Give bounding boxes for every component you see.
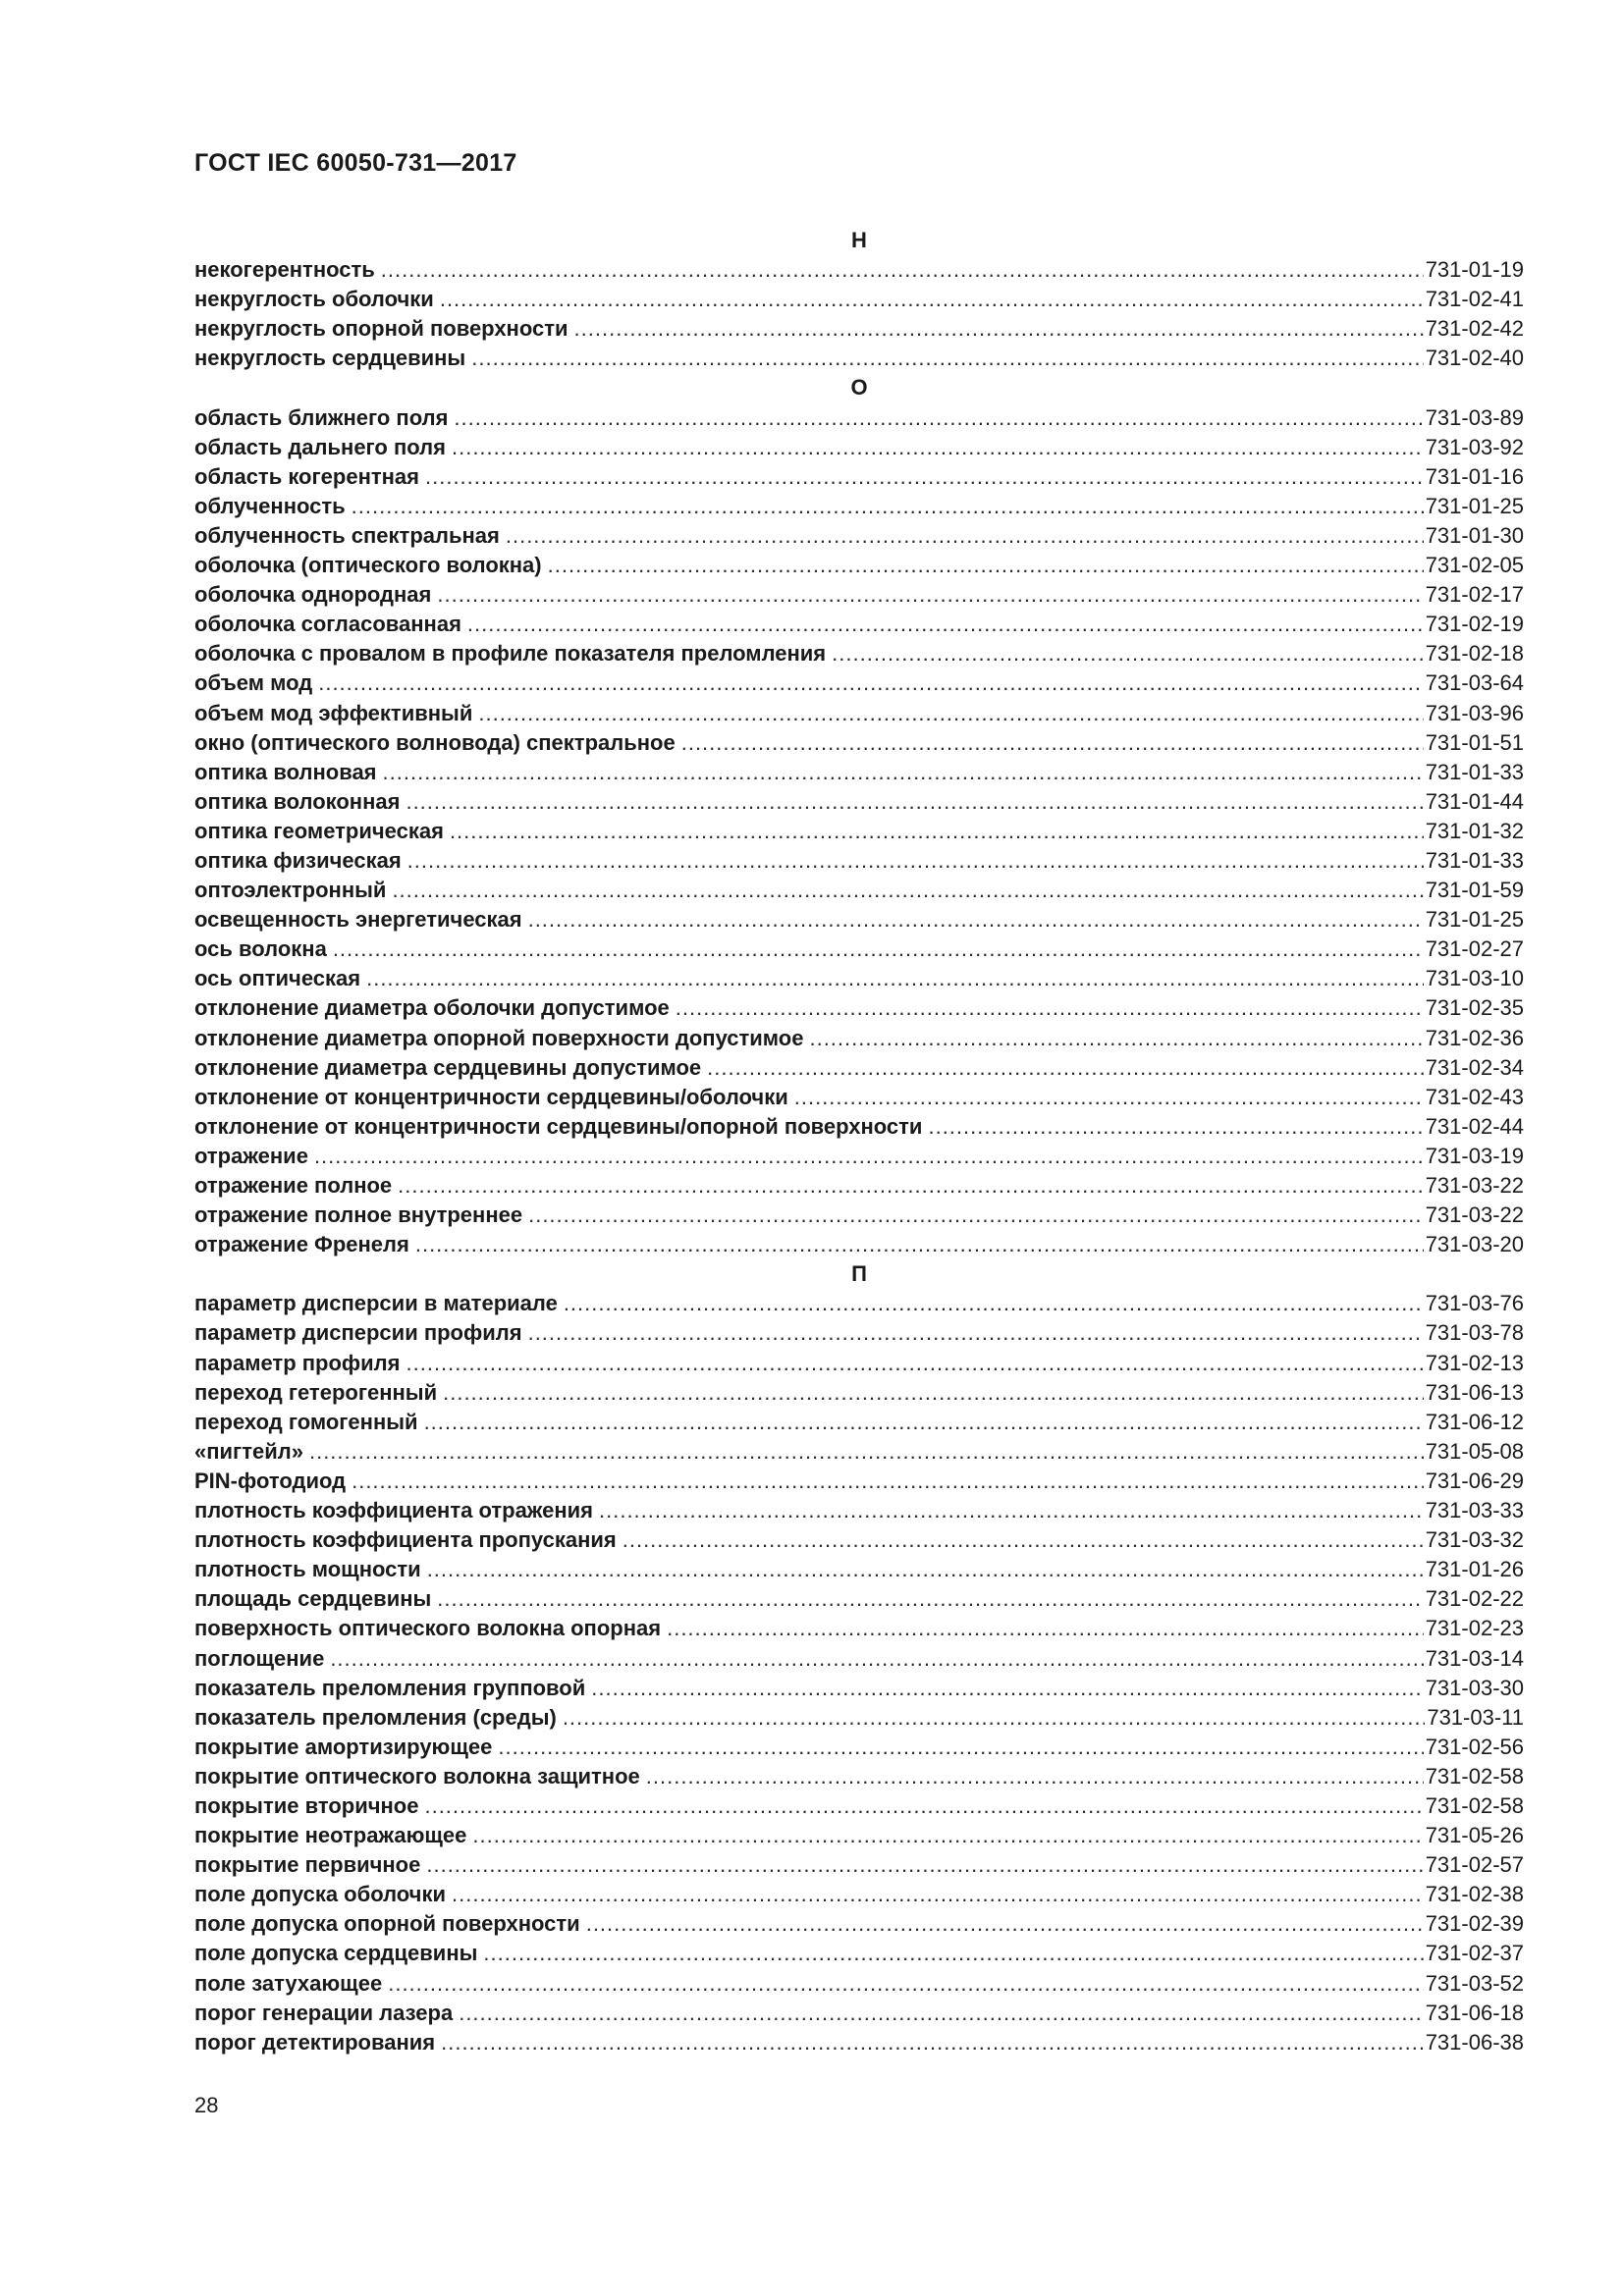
entry-term: покрытие неотражающее — [194, 1823, 467, 1848]
entry-code: 731-05-26 — [1425, 1823, 1524, 1848]
entry-term: облученность спектральная — [194, 522, 500, 548]
document-header: ГОСТ IEC 60050-731—2017 — [194, 149, 517, 177]
index-entry — [194, 1171, 1524, 1201]
index-entry — [194, 1289, 1524, 1318]
entry-code: 731-03-89 — [1425, 404, 1524, 430]
entry-code: 731-01-25 — [1425, 493, 1524, 518]
index-entry — [194, 255, 1524, 285]
entry-code: 731-03-64 — [1425, 670, 1524, 696]
entry-term: объем мод эффективный — [194, 700, 473, 725]
dot-leader — [437, 580, 1423, 610]
dot-leader — [425, 462, 1424, 492]
dot-leader — [352, 492, 1424, 521]
dot-leader — [450, 817, 1424, 846]
entry-code: 731-03-96 — [1425, 700, 1524, 725]
dot-leader — [528, 1318, 1424, 1348]
dot-leader — [440, 285, 1424, 314]
dot-leader — [352, 1467, 1424, 1496]
dot-leader — [794, 1083, 1424, 1112]
index-entry — [194, 993, 1524, 1023]
dot-leader — [563, 1703, 1426, 1733]
entry-term: оптика волновая — [194, 759, 377, 784]
entry-term: оптика физическая — [194, 847, 402, 873]
index-entry — [194, 492, 1524, 521]
entry-term: параметр дисперсии в материале — [194, 1291, 558, 1316]
entry-term: оболочка (оптического волокна) — [194, 553, 542, 578]
entry-term: показатель преломления групповой — [194, 1675, 586, 1700]
entry-code: 731-02-34 — [1425, 1054, 1524, 1080]
entry-term: покрытие первичное — [194, 1852, 421, 1878]
dot-leader — [528, 1201, 1424, 1230]
index-entry — [194, 314, 1524, 344]
entry-term: объем мод — [194, 670, 313, 696]
entry-term: ось волокна — [194, 936, 327, 962]
index-entry — [194, 1939, 1524, 1968]
entry-code: 731-01-30 — [1425, 522, 1524, 548]
dot-leader — [452, 433, 1424, 462]
entry-term: оптика геометрическая — [194, 818, 444, 843]
dot-leader — [366, 964, 1424, 993]
dot-leader — [406, 787, 1423, 817]
entry-code: 731-03-14 — [1425, 1645, 1524, 1671]
entry-code: 731-02-35 — [1425, 995, 1524, 1021]
entry-code: 731-03-92 — [1425, 434, 1524, 459]
index-entry — [194, 580, 1524, 610]
entry-term: оболочка с провалом в профиле показателя преломления — [194, 641, 827, 667]
index-entry — [194, 1674, 1524, 1703]
entry-term: некруглость опорной поверхности — [194, 316, 568, 342]
entry-code: 731-02-05 — [1425, 553, 1524, 578]
dot-leader — [406, 1349, 1424, 1378]
entry-term: переход гетерогенный — [194, 1379, 438, 1405]
entry-term: покрытие оптического волокна защитное — [194, 1763, 640, 1789]
entry-term: показатель преломления (среды) — [194, 1704, 557, 1730]
index-entry — [194, 1733, 1524, 1762]
entry-code: 731-01-33 — [1425, 847, 1524, 873]
index-entry — [194, 1644, 1524, 1674]
index-entry — [194, 1762, 1524, 1791]
entry-code: 731-03-20 — [1425, 1232, 1524, 1257]
entry-term: освещенность энергетическая — [194, 907, 522, 933]
entry-code: 731-03-52 — [1425, 1970, 1524, 1996]
dot-leader — [388, 1969, 1423, 1999]
index-entry — [194, 1614, 1524, 1643]
entry-term: поверхность оптического волокна опорная — [194, 1616, 662, 1641]
entry-term: некруглость сердцевины — [194, 346, 466, 371]
index-entry — [194, 1969, 1524, 1999]
index-entry — [194, 1318, 1524, 1348]
entry-term: поле затухающее — [194, 1970, 383, 1996]
dot-leader — [398, 1171, 1424, 1201]
entry-term: плотность мощности — [194, 1557, 421, 1582]
entry-code: 731-06-18 — [1425, 2000, 1524, 2025]
entry-code: 731-06-29 — [1425, 1468, 1524, 1493]
index-entry — [194, 1821, 1524, 1850]
entry-term: площадь сердцевины — [194, 1586, 432, 1612]
entry-term: область ближнего поля — [194, 404, 449, 430]
dot-leader — [591, 1674, 1423, 1703]
entry-code: 731-06-13 — [1425, 1379, 1524, 1405]
entry-code: 731-06-38 — [1425, 2029, 1524, 2055]
entry-term: поглощение — [194, 1645, 325, 1671]
entry-term: плотность коэффициента отражения — [194, 1498, 593, 1523]
index-entry — [194, 1378, 1524, 1408]
entry-code: 731-03-11 — [1427, 1704, 1524, 1730]
dot-leader — [564, 1289, 1424, 1318]
dot-leader — [498, 1733, 1423, 1762]
entry-term: порог генерации лазера — [194, 2000, 454, 2025]
section-letter: Н — [851, 228, 867, 252]
dot-leader — [443, 1378, 1424, 1408]
index-entry — [194, 1142, 1524, 1171]
entry-term: покрытие амортизирующее — [194, 1734, 493, 1759]
entry-code: 731-02-23 — [1425, 1616, 1524, 1641]
entry-code: 731-01-16 — [1425, 463, 1524, 489]
entry-code: 731-02-37 — [1425, 1941, 1524, 1966]
entry-term: отклонение диаметра оболочки допустимое — [194, 995, 670, 1021]
entry-code: 731-02-57 — [1425, 1852, 1524, 1878]
dot-leader — [478, 699, 1423, 728]
dot-leader — [424, 1791, 1423, 1821]
entry-term: параметр дисперсии профиля — [194, 1320, 522, 1346]
index-entry — [194, 1349, 1524, 1378]
entry-term: отклонение диаметра опорной поверхности допустимое — [194, 1025, 804, 1050]
entry-code: 731-01-51 — [1425, 729, 1524, 755]
entry-term: поле допуска опорной поверхности — [194, 1911, 580, 1937]
entry-term: отражение — [194, 1143, 308, 1168]
dot-leader — [681, 728, 1424, 758]
dot-leader — [928, 1112, 1423, 1142]
dot-leader — [472, 1821, 1423, 1850]
dot-leader — [330, 1644, 1423, 1674]
index-entry — [194, 668, 1524, 698]
index-entry — [194, 403, 1524, 433]
entry-code: 731-02-18 — [1425, 641, 1524, 667]
index-entry — [194, 1555, 1524, 1584]
dot-leader — [467, 610, 1424, 639]
entry-term: оптика волоконная — [194, 788, 401, 814]
index-entry — [194, 1703, 1524, 1733]
entry-term: покрытие вторичное — [194, 1792, 419, 1818]
dot-leader — [452, 1880, 1424, 1909]
entry-code: 731-02-36 — [1425, 1025, 1524, 1050]
entry-term: переход гомогенный — [194, 1409, 418, 1434]
dot-leader — [415, 1230, 1424, 1259]
index-entry — [194, 1230, 1524, 1259]
dot-leader — [454, 403, 1423, 433]
dot-leader — [424, 1408, 1424, 1437]
entry-code: 731-02-13 — [1425, 1350, 1524, 1375]
index-entry — [194, 699, 1524, 728]
entry-code: 731-03-22 — [1425, 1173, 1524, 1198]
dot-leader — [318, 668, 1423, 698]
entry-term: оптоэлектронный — [194, 878, 387, 903]
dot-leader — [309, 1437, 1424, 1467]
dot-leader — [667, 1614, 1424, 1643]
dot-leader — [471, 344, 1423, 373]
entry-code: 731-02-19 — [1425, 612, 1524, 637]
index-entry — [194, 1584, 1524, 1614]
entry-code: 731-03-19 — [1425, 1143, 1524, 1168]
entry-code: 731-02-38 — [1425, 1882, 1524, 1907]
index-entry — [194, 610, 1524, 639]
dot-leader — [381, 255, 1424, 285]
entry-term: оболочка однородная — [194, 582, 432, 608]
entry-code: 731-02-43 — [1425, 1084, 1524, 1109]
dot-leader — [333, 934, 1424, 964]
dot-leader — [427, 1555, 1424, 1584]
entry-code: 731-02-40 — [1425, 346, 1524, 371]
dot-leader — [392, 876, 1423, 905]
entry-term: отражение полное — [194, 1173, 393, 1198]
dot-leader — [437, 1584, 1423, 1614]
index-entry — [194, 964, 1524, 993]
entry-code: 731-06-12 — [1425, 1409, 1524, 1434]
entry-code: 731-01-19 — [1425, 257, 1524, 283]
dot-leader — [832, 639, 1424, 668]
entry-code: 731-01-26 — [1425, 1557, 1524, 1582]
index-entry — [194, 876, 1524, 905]
term-index — [194, 226, 1524, 2057]
entry-code: 731-01-59 — [1425, 878, 1524, 903]
index-entry — [194, 1467, 1524, 1496]
index-entry — [194, 551, 1524, 580]
dot-leader — [574, 314, 1424, 344]
entry-code: 731-03-10 — [1425, 966, 1524, 991]
section-letter: П — [851, 1261, 867, 1287]
index-entry — [194, 344, 1524, 373]
index-entry — [194, 846, 1524, 876]
dot-leader — [676, 993, 1424, 1023]
entry-term: некруглость оболочки — [194, 287, 434, 312]
dot-leader — [809, 1024, 1423, 1053]
entry-code: 731-01-25 — [1425, 907, 1524, 933]
section-letter: О — [850, 375, 868, 400]
entry-term: оболочка согласованная — [194, 612, 461, 637]
index-entry — [194, 462, 1524, 492]
page-number: 28 — [194, 2093, 219, 2117]
index-entry — [194, 905, 1524, 934]
entry-term: область когерентная — [194, 463, 419, 489]
index-entry — [194, 1909, 1524, 1939]
dot-leader — [441, 2028, 1424, 2057]
dot-leader — [623, 1525, 1424, 1555]
index-entry — [194, 285, 1524, 314]
entry-code: 731-02-27 — [1425, 936, 1524, 962]
index-entry — [194, 639, 1524, 668]
dot-leader — [426, 1850, 1423, 1880]
entry-code: 731-02-44 — [1425, 1113, 1524, 1139]
dot-leader — [483, 1939, 1423, 1968]
entry-term: поле допуска оболочки — [194, 1882, 446, 1907]
index-entry — [194, 1408, 1524, 1437]
entry-code: 731-05-08 — [1425, 1438, 1524, 1464]
entry-code: 731-02-22 — [1425, 1586, 1524, 1612]
dot-leader — [383, 758, 1424, 787]
entry-term: плотность коэффициента пропускания — [194, 1527, 617, 1553]
index-entry — [194, 1201, 1524, 1230]
entry-code: 731-03-30 — [1425, 1675, 1524, 1700]
entry-code: 731-02-56 — [1425, 1734, 1524, 1759]
entry-code: 731-03-32 — [1425, 1527, 1524, 1553]
entry-code: 731-02-17 — [1425, 582, 1524, 608]
entry-code: 731-03-76 — [1425, 1291, 1524, 1316]
index-entry — [194, 433, 1524, 462]
index-entry — [194, 758, 1524, 787]
index-entry — [194, 1083, 1524, 1112]
index-entry — [194, 1791, 1524, 1821]
dot-leader — [506, 521, 1424, 551]
dot-leader — [459, 1999, 1423, 2028]
index-entry — [194, 934, 1524, 964]
index-entry — [194, 1053, 1524, 1083]
entry-term: параметр профиля — [194, 1350, 401, 1375]
entry-term: отклонение от концентричности сердцевины/опорной поверхности — [194, 1113, 923, 1139]
index-entry — [194, 787, 1524, 817]
entry-term: поле допуска сердцевины — [194, 1941, 478, 1966]
index-entry — [194, 817, 1524, 846]
dot-leader — [586, 1909, 1424, 1939]
index-entry — [194, 1850, 1524, 1880]
index-entry — [194, 521, 1524, 551]
entry-code: 731-02-58 — [1425, 1763, 1524, 1789]
entry-term: порог детектирования — [194, 2029, 436, 2055]
index-entry — [194, 1525, 1524, 1555]
entry-code: 731-02-58 — [1425, 1792, 1524, 1818]
dot-leader — [407, 846, 1424, 876]
entry-code: 731-03-78 — [1425, 1320, 1524, 1346]
entry-term: область дальнего поля — [194, 434, 446, 459]
dot-leader — [314, 1142, 1424, 1171]
index-entry — [194, 1024, 1524, 1053]
entry-code: 731-03-33 — [1425, 1498, 1524, 1523]
entry-term: отражение Френеля — [194, 1232, 409, 1257]
entry-code: 731-01-44 — [1425, 788, 1524, 814]
entry-code: 731-02-41 — [1425, 287, 1524, 312]
entry-term: PIN-фотодиод — [194, 1468, 347, 1493]
entry-code: 731-02-39 — [1425, 1911, 1524, 1937]
entry-code: 731-01-32 — [1425, 818, 1524, 843]
entry-term: «пигтейл» — [194, 1438, 303, 1464]
entry-term: окно (оптического волновода) спектральное — [194, 729, 676, 755]
entry-code: 731-01-33 — [1425, 759, 1524, 784]
entry-term: отклонение диаметра сердцевины допустимое — [194, 1054, 702, 1080]
entry-code: 731-03-22 — [1425, 1202, 1524, 1228]
entry-term: отклонение от концентричности сердцевины/оболочки — [194, 1084, 788, 1109]
index-entry — [194, 728, 1524, 758]
index-entry — [194, 2028, 1524, 2057]
index-entry — [194, 1999, 1524, 2028]
dot-leader — [707, 1053, 1424, 1083]
index-entry — [194, 1880, 1524, 1909]
entry-term: некогерентность — [194, 257, 375, 283]
dot-leader — [528, 905, 1424, 934]
index-entry — [194, 1496, 1524, 1525]
entry-term: облученность — [194, 493, 346, 518]
entry-term: отражение полное внутреннее — [194, 1202, 523, 1228]
index-entry — [194, 1112, 1524, 1142]
dot-leader — [548, 551, 1424, 580]
dot-leader — [646, 1762, 1424, 1791]
dot-leader — [599, 1496, 1424, 1525]
entry-term: ось оптическая — [194, 966, 361, 991]
index-entry — [194, 1437, 1524, 1467]
entry-code: 731-02-42 — [1425, 316, 1524, 342]
